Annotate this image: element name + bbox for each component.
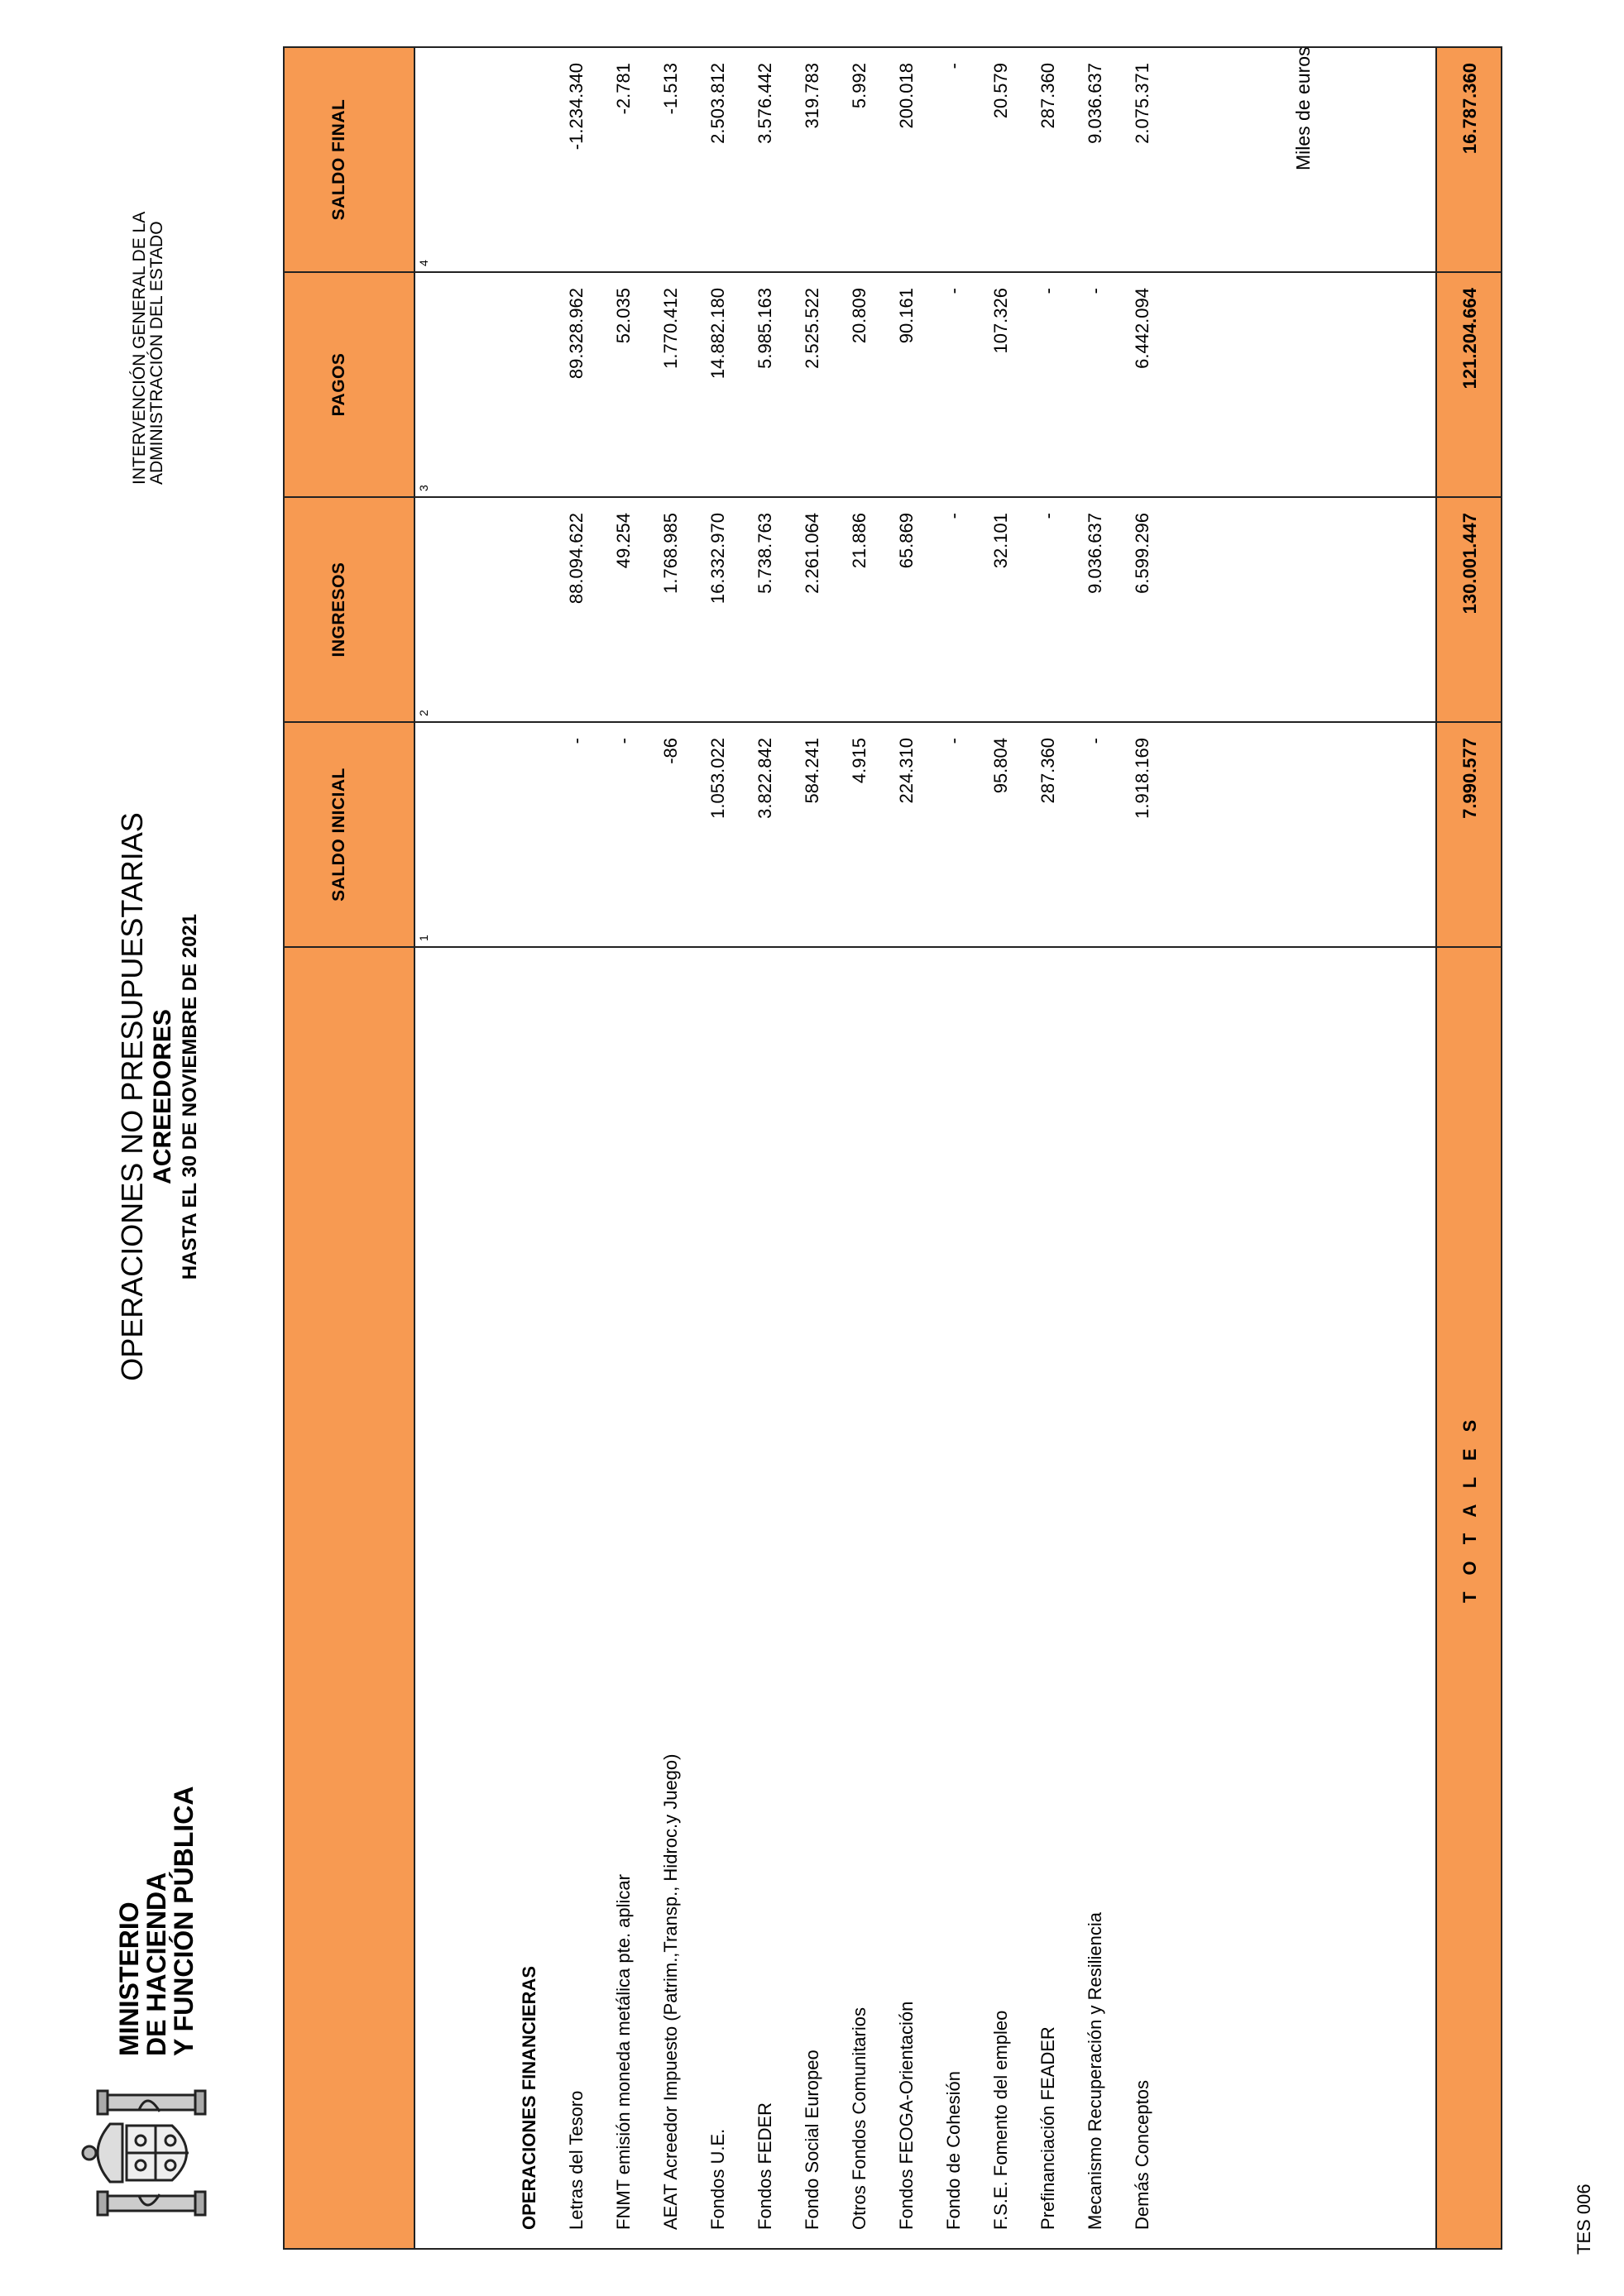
table-row [755,48,802,2248]
row-value: - [613,738,634,744]
row-value: 5.992 [849,63,869,109]
row-value: 2.525.522 [802,288,822,369]
row-value: 1.768.985 [660,513,681,594]
header-concept-cell [285,946,415,2248]
header-pagos: PAGOS [285,271,415,496]
totals-label: T O T A L E S [1459,1413,1480,1603]
row-value: -2.781 [613,63,634,115]
row-value: - [943,288,964,294]
column-divider [1437,271,1501,273]
row-value: 6.442.094 [1132,288,1152,369]
row-label: Fondos FEOGA-Orientación [896,2001,917,2230]
row-value: - [943,513,964,519]
row-value: 1.770.412 [660,288,681,369]
table-row [943,48,990,2248]
total-saldo-final: 16.787.360 [1459,63,1480,155]
row-value: 2.261.064 [802,513,822,594]
row-label: FNMT emisión moneda metálica pte. aplicar [613,1874,634,2230]
row-value: - [943,63,964,69]
table-row [707,48,755,2248]
row-label: Fondo de Cohesión [943,2070,964,2230]
row-value: 20.579 [990,63,1011,119]
row-value: 1.918.169 [1132,738,1152,819]
row-value: 32.101 [990,513,1011,569]
table-row [849,48,896,2248]
row-value: 6.599.296 [1132,513,1152,594]
row-label: Fondos FEDER [755,2102,775,2230]
table-row [990,48,1037,2248]
agency-name: INTERVENCIÓN GENERAL DE LA ADMINISTRACIÓN DEL ESTADO [130,211,166,485]
row-value: 14.882.180 [707,288,728,380]
row-label: AEAT Acreedor Impuesto (Patrim.,Transp., Hidroc.y Juego) [660,1753,681,2230]
row-value: 89.328.962 [566,288,587,380]
row-value: - [1085,288,1105,294]
row-value: 90.161 [896,288,917,344]
column-number: 2 [417,710,430,716]
total-ingresos: 130.001.447 [1459,513,1480,615]
header-divider [414,48,415,2248]
report-period: HASTA EL 30 DE NOVIEMBRE DE 2021 [179,913,201,1280]
row-value: -1.513 [660,63,681,115]
row-value: -86 [660,738,681,764]
header-saldo-inicial: SALDO INICIAL [285,721,415,946]
column-divider [285,271,415,273]
row-label: Mecanismo Recuperación y Resiliencia [1085,1912,1105,2230]
coat-of-arms-icon [65,2074,222,2231]
row-value: 52.035 [613,288,634,344]
row-label: Fondo Social Europeo [802,2050,822,2230]
row-value: 3.576.442 [755,63,775,144]
table-row [1037,48,1085,2248]
table-row [896,48,943,2248]
row-value: 3.822.842 [755,738,775,819]
table-row [613,48,660,2248]
row-value: 1.053.022 [707,738,728,819]
row-value: 287.360 [1037,63,1058,129]
table-row [660,48,707,2248]
column-number: 3 [417,485,430,491]
row-value: 2.075.371 [1132,63,1152,144]
row-value: 2.503.812 [707,63,728,144]
row-value: 4.915 [849,738,869,784]
row-value: 95.804 [990,738,1011,794]
column-divider [1437,496,1501,498]
accounts-table [283,46,1502,2250]
row-value: 584.241 [802,738,822,804]
row-value: - [1037,288,1058,294]
row-label: F.S.E. Fomento del empleo [990,2010,1011,2230]
row-value: - [566,738,587,744]
column-divider [285,721,415,723]
row-value: -1.234.340 [566,63,587,151]
total-pagos: 121.204.664 [1459,288,1480,390]
row-label: Otros Fondos Comunitarios [849,2007,869,2230]
units-label: Miles de euros [1292,46,1314,170]
totals-row [1435,48,1501,2248]
report-title-block [116,725,204,1469]
row-label: Letras del Tesoro [566,2090,587,2230]
row-value: 287.360 [1037,738,1058,804]
row-value: 20.809 [849,288,869,344]
row-value: 16.332.970 [707,513,728,605]
row-value: 9.036.637 [1085,513,1105,594]
row-value: 319.783 [802,63,822,129]
row-label: Fondos U.E. [707,2128,728,2230]
report-subtitle: ACREEDORES [149,1009,176,1184]
row-value: 200.018 [896,63,917,129]
row-value: 107.326 [990,288,1011,354]
column-divider [1437,721,1501,723]
total-saldo-inicial: 7.990.577 [1459,738,1480,819]
row-value: - [943,738,964,744]
column-number: 4 [417,260,430,266]
row-value: - [1085,738,1105,744]
table-row [566,48,613,2248]
row-value: 5.738.763 [755,513,775,594]
row-value: 88.094.622 [566,513,587,605]
section-title: OPERACIONES FINANCIERAS [519,1965,539,2230]
form-code: TES 006 [1574,2184,1594,2255]
row-label: Demás Conceptos [1132,2080,1152,2230]
column-divider [285,496,415,498]
table-row [1132,48,1179,2248]
row-label: Prefinanciación FEADER [1037,2026,1058,2230]
header-ingresos: INGRESOS [285,496,415,721]
row-value: 224.310 [896,738,917,804]
report-title: OPERACIONES NO PRESUPUESTARIAS [115,812,149,1381]
column-divider [1437,946,1501,948]
table-row [802,48,849,2248]
row-value: 65.869 [896,513,917,569]
header-saldo-final: SALDO FINAL [285,48,415,271]
row-value: - [1037,513,1058,519]
row-value: 9.036.637 [1085,63,1105,144]
row-value: 5.985.163 [755,288,775,369]
column-number: 1 [417,935,430,941]
row-value: 21.886 [849,513,869,569]
ministry-name: MINISTERIO DE HACIENDA Y FUNCIÓN PÚBLICA [114,1786,199,2056]
row-value: 49.254 [613,513,634,569]
table-row [1085,48,1132,2248]
